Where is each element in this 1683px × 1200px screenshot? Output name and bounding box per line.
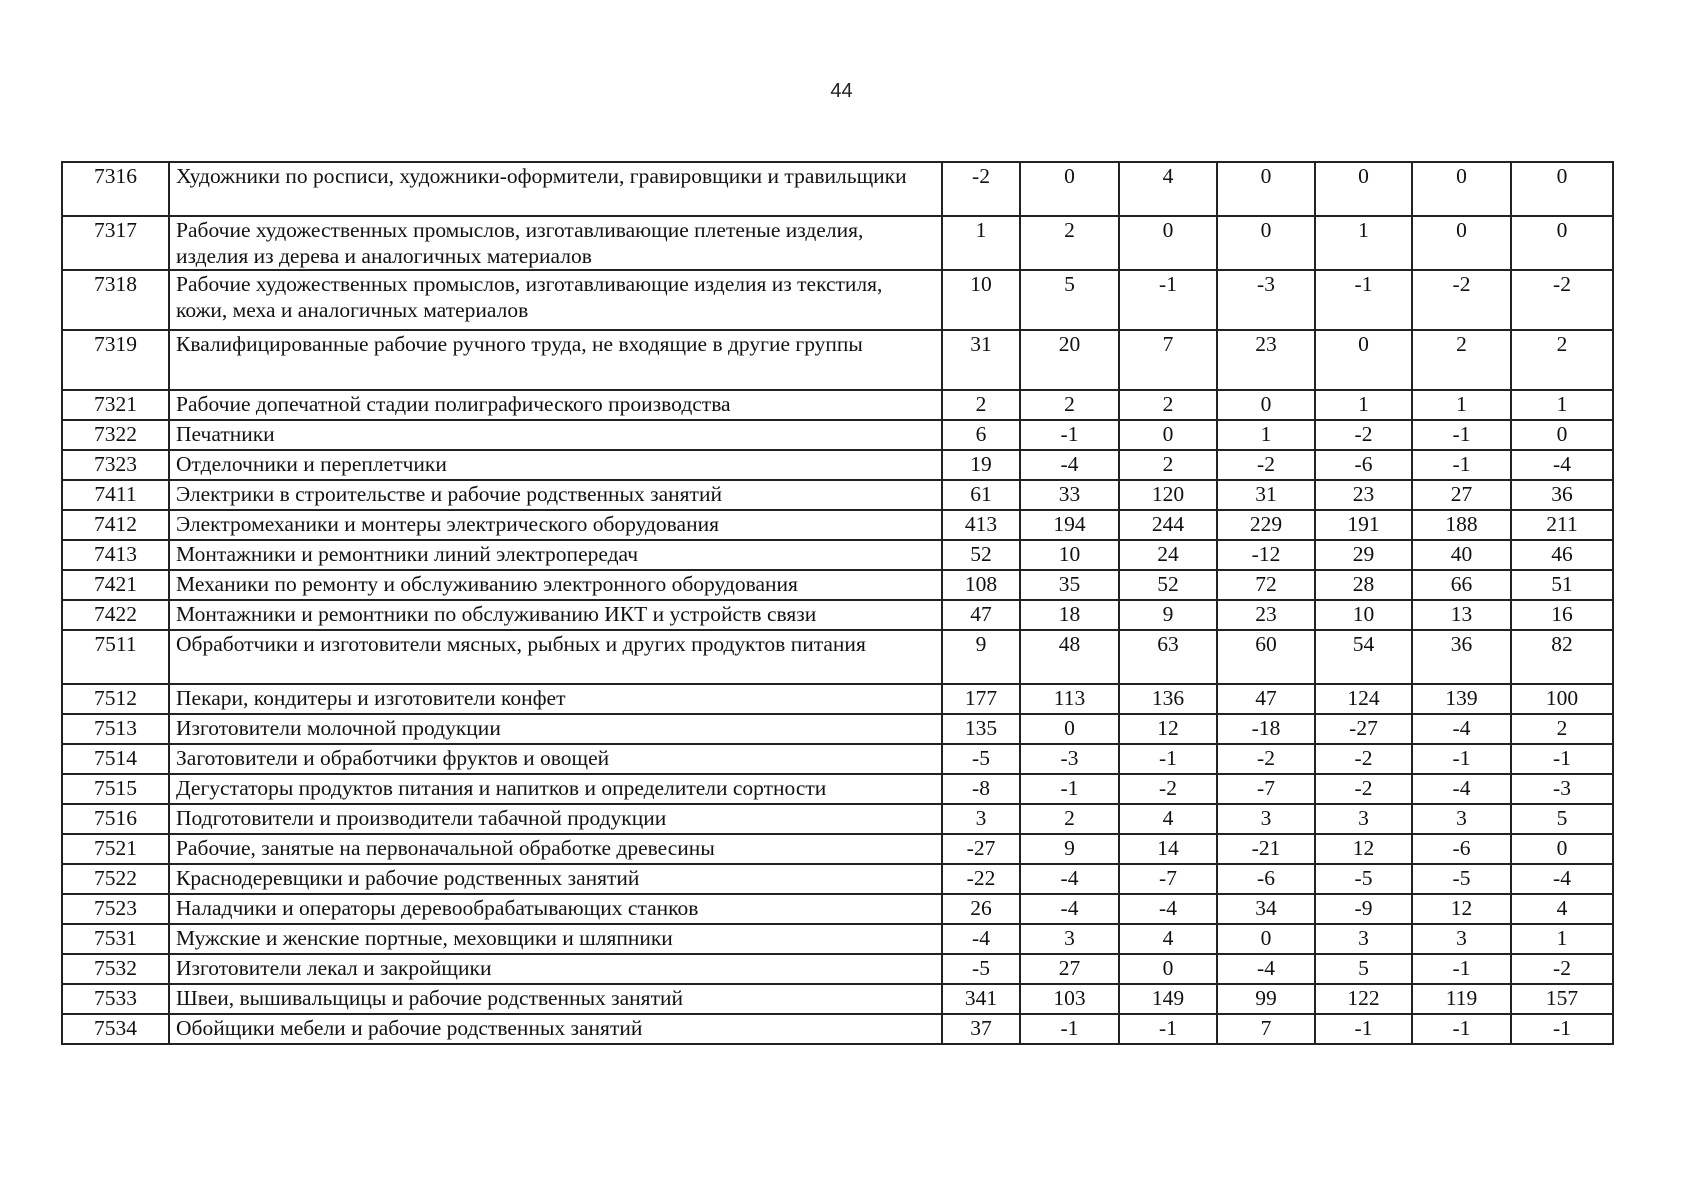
value-cell: 1 (1511, 924, 1613, 954)
value-cell: -3 (1511, 774, 1613, 804)
value-cell: 157 (1511, 984, 1613, 1014)
value-cell: 47 (942, 600, 1020, 630)
value-cell: 0 (1020, 714, 1119, 744)
value-cell: -8 (942, 774, 1020, 804)
value-cell: -1 (1020, 774, 1119, 804)
value-cell: 1 (942, 216, 1020, 270)
value-cell: -6 (1412, 834, 1511, 864)
value-cell: -5 (942, 954, 1020, 984)
table-row (62, 714, 1613, 744)
value-cell: 194 (1020, 510, 1119, 540)
value-cell: -1 (1020, 1014, 1119, 1044)
value-cell: -21 (1217, 834, 1315, 864)
value-cell: 12 (1119, 714, 1217, 744)
occupation-code: 7514 (62, 744, 169, 774)
value-cell: 0 (1020, 162, 1119, 216)
value-cell: 20 (1020, 330, 1119, 390)
value-cell: 2 (1511, 714, 1613, 744)
occupation-name: Подготовители и производители табачной продукции (169, 804, 942, 834)
value-cell: 0 (1412, 162, 1511, 216)
value-cell: 7 (1217, 1014, 1315, 1044)
value-cell: 136 (1119, 684, 1217, 714)
table-row (62, 216, 1613, 270)
value-cell: 46 (1511, 540, 1613, 570)
value-cell: 1 (1217, 420, 1315, 450)
value-cell: -4 (1511, 450, 1613, 480)
table-row (62, 804, 1613, 834)
value-cell: 188 (1412, 510, 1511, 540)
table-row (62, 954, 1613, 984)
value-cell: 51 (1511, 570, 1613, 600)
value-cell: 211 (1511, 510, 1613, 540)
value-cell: 61 (942, 480, 1020, 510)
occupation-name: Заготовители и обработчики фруктов и овощей (169, 744, 942, 774)
occupation-name: Дегустаторы продуктов питания и напитков и определители сортности (169, 774, 942, 804)
value-cell: 16 (1511, 600, 1613, 630)
occupation-name: Изготовители лекал и закройщики (169, 954, 942, 984)
value-cell: 191 (1315, 510, 1412, 540)
occupation-code: 7513 (62, 714, 169, 744)
value-cell: 1 (1315, 390, 1412, 420)
value-cell: 149 (1119, 984, 1217, 1014)
value-cell: 52 (1119, 570, 1217, 600)
value-cell: 120 (1119, 480, 1217, 510)
occupation-table (61, 161, 1614, 1045)
value-cell: 0 (1511, 420, 1613, 450)
value-cell: 113 (1020, 684, 1119, 714)
value-cell: 33 (1020, 480, 1119, 510)
occupation-name: Механики по ремонту и обслуживанию электронного оборудования (169, 570, 942, 600)
value-cell: 27 (1020, 954, 1119, 984)
occupation-code: 7532 (62, 954, 169, 984)
occupation-name: Пекари, кондитеры и изготовители конфет (169, 684, 942, 714)
occupation-code: 7323 (62, 450, 169, 480)
value-cell: -2 (1315, 774, 1412, 804)
value-cell: 1 (1315, 216, 1412, 270)
value-cell: 40 (1412, 540, 1511, 570)
occupation-name: Обработчики и изготовители мясных, рыбных и других продуктов питания (169, 630, 942, 684)
page-number: 44 (830, 80, 853, 102)
value-cell: 0 (1217, 162, 1315, 216)
value-cell: -27 (942, 834, 1020, 864)
value-cell: -2 (1315, 420, 1412, 450)
value-cell: 7 (1119, 330, 1217, 390)
value-cell: -1 (1119, 744, 1217, 774)
value-cell: 31 (942, 330, 1020, 390)
value-cell: -1 (1511, 1014, 1613, 1044)
value-cell: 23 (1217, 330, 1315, 390)
value-cell: 3 (1020, 924, 1119, 954)
value-cell: 2 (1119, 390, 1217, 420)
value-cell: 139 (1412, 684, 1511, 714)
value-cell: 0 (1119, 420, 1217, 450)
value-cell: 29 (1315, 540, 1412, 570)
occupation-code: 7511 (62, 630, 169, 684)
value-cell: 23 (1315, 480, 1412, 510)
value-cell: 9 (942, 630, 1020, 684)
table-row (62, 894, 1613, 924)
occupation-name: Художники по росписи, художники-оформители, гравировщики и травильщики (169, 162, 942, 216)
occupation-code: 7316 (62, 162, 169, 216)
occupation-code: 7521 (62, 834, 169, 864)
value-cell: -22 (942, 864, 1020, 894)
value-cell: -4 (1412, 774, 1511, 804)
value-cell: 23 (1217, 600, 1315, 630)
value-cell: 35 (1020, 570, 1119, 600)
occupation-code: 7533 (62, 984, 169, 1014)
value-cell: 413 (942, 510, 1020, 540)
value-cell: 12 (1412, 894, 1511, 924)
value-cell: 27 (1412, 480, 1511, 510)
value-cell: 341 (942, 984, 1020, 1014)
value-cell: -1 (1119, 1014, 1217, 1044)
occupation-name: Рабочие, занятые на первоначальной обработке древесины (169, 834, 942, 864)
table-row (62, 984, 1613, 1014)
value-cell: 12 (1315, 834, 1412, 864)
value-cell: 0 (1511, 834, 1613, 864)
occupation-code: 7534 (62, 1014, 169, 1044)
occupation-code: 7317 (62, 216, 169, 270)
value-cell: -2 (1511, 954, 1613, 984)
value-cell: 4 (1119, 804, 1217, 834)
value-cell: 13 (1412, 600, 1511, 630)
value-cell: -4 (1412, 714, 1511, 744)
value-cell: -2 (1511, 270, 1613, 330)
value-cell: -7 (1217, 774, 1315, 804)
value-cell: 0 (1315, 162, 1412, 216)
table-row (62, 684, 1613, 714)
value-cell: 3 (1217, 804, 1315, 834)
occupation-code: 7421 (62, 570, 169, 600)
value-cell: 122 (1315, 984, 1412, 1014)
value-cell: 14 (1119, 834, 1217, 864)
value-cell: -1 (1511, 744, 1613, 774)
value-cell: 52 (942, 540, 1020, 570)
occupation-name: Электромеханики и монтеры электрического оборудования (169, 510, 942, 540)
value-cell: 2 (1020, 804, 1119, 834)
occupation-code: 7413 (62, 540, 169, 570)
occupation-name: Наладчики и операторы деревообрабатывающих станков (169, 894, 942, 924)
value-cell: -18 (1217, 714, 1315, 744)
table-row (62, 540, 1613, 570)
value-cell: -1 (1020, 420, 1119, 450)
table-row (62, 420, 1613, 450)
value-cell: 3 (1412, 804, 1511, 834)
value-cell: 48 (1020, 630, 1119, 684)
value-cell: -2 (1119, 774, 1217, 804)
value-cell: 5 (1020, 270, 1119, 330)
value-cell: 9 (1119, 600, 1217, 630)
value-cell: 3 (1315, 804, 1412, 834)
value-cell: 0 (1511, 216, 1613, 270)
value-cell: 60 (1217, 630, 1315, 684)
value-cell: -1 (1119, 270, 1217, 330)
occupation-code: 7523 (62, 894, 169, 924)
value-cell: 10 (1020, 540, 1119, 570)
table-row (62, 774, 1613, 804)
table-row (62, 570, 1613, 600)
occupation-name: Квалифицированные рабочие ручного труда, не входящие в другие группы (169, 330, 942, 390)
occupation-name: Изготовители молочной продукции (169, 714, 942, 744)
value-cell: -4 (1020, 894, 1119, 924)
value-cell: 37 (942, 1014, 1020, 1044)
value-cell: -2 (942, 162, 1020, 216)
value-cell: 124 (1315, 684, 1412, 714)
value-cell: 24 (1119, 540, 1217, 570)
occupation-name: Монтажники и ремонтники линий электропередач (169, 540, 942, 570)
occupation-name: Рабочие художественных промыслов, изготавливающие плетеные изделия, изделия из дерева и аналогичных материалов (169, 216, 942, 270)
occupation-name: Рабочие допечатной стадии полиграфического производства (169, 390, 942, 420)
value-cell: 103 (1020, 984, 1119, 1014)
value-cell: -12 (1217, 540, 1315, 570)
value-cell: -4 (1511, 864, 1613, 894)
occupation-name: Швеи, вышивальщицы и рабочие родственных занятий (169, 984, 942, 1014)
value-cell: 2 (1020, 216, 1119, 270)
value-cell: -4 (1020, 864, 1119, 894)
occupation-name: Обойщики мебели и рабочие родственных занятий (169, 1014, 942, 1044)
occupation-name: Мужские и женские портные, меховщики и шляпники (169, 924, 942, 954)
value-cell: -5 (1315, 864, 1412, 894)
value-cell: -3 (1020, 744, 1119, 774)
occupation-code: 7411 (62, 480, 169, 510)
value-cell: 6 (942, 420, 1020, 450)
value-cell: -7 (1119, 864, 1217, 894)
value-cell: 0 (1511, 162, 1613, 216)
value-cell: -1 (1412, 420, 1511, 450)
value-cell: 31 (1217, 480, 1315, 510)
value-cell: 1 (1412, 390, 1511, 420)
table-row (62, 630, 1613, 684)
table-row (62, 834, 1613, 864)
occupation-code: 7515 (62, 774, 169, 804)
table-row (62, 480, 1613, 510)
occupation-code: 7321 (62, 390, 169, 420)
occupation-code: 7422 (62, 600, 169, 630)
occupation-code: 7516 (62, 804, 169, 834)
value-cell: 0 (1119, 216, 1217, 270)
value-cell: 177 (942, 684, 1020, 714)
value-cell: 0 (1217, 924, 1315, 954)
value-cell: 5 (1315, 954, 1412, 984)
occupation-name: Краснодеревщики и рабочие родственных занятий (169, 864, 942, 894)
value-cell: -4 (1020, 450, 1119, 480)
value-cell: 1 (1511, 390, 1613, 420)
value-cell: 26 (942, 894, 1020, 924)
value-cell: -1 (1412, 1014, 1511, 1044)
occupation-name: Рабочие художественных промыслов, изготавливающие изделия из текстиля, кожи, меха и аналогичных материалов (169, 270, 942, 330)
value-cell: 119 (1412, 984, 1511, 1014)
occupation-code: 7319 (62, 330, 169, 390)
occupation-code: 7531 (62, 924, 169, 954)
value-cell: 19 (942, 450, 1020, 480)
value-cell: 82 (1511, 630, 1613, 684)
table-row (62, 162, 1613, 216)
value-cell: 3 (942, 804, 1020, 834)
table-body (62, 162, 1613, 1044)
table-row (62, 864, 1613, 894)
value-cell: 63 (1119, 630, 1217, 684)
value-cell: 2 (1119, 450, 1217, 480)
occupation-name: Электрики в строительстве и рабочие родственных занятий (169, 480, 942, 510)
value-cell: 18 (1020, 600, 1119, 630)
value-cell: 4 (1511, 894, 1613, 924)
value-cell: 28 (1315, 570, 1412, 600)
value-cell: 2 (1412, 330, 1511, 390)
value-cell: 54 (1315, 630, 1412, 684)
value-cell: -1 (1412, 954, 1511, 984)
value-cell: -9 (1315, 894, 1412, 924)
value-cell: -4 (1119, 894, 1217, 924)
value-cell: 72 (1217, 570, 1315, 600)
value-cell: 36 (1412, 630, 1511, 684)
value-cell: -4 (942, 924, 1020, 954)
value-cell: -1 (1412, 744, 1511, 774)
value-cell: 66 (1412, 570, 1511, 600)
value-cell: -2 (1315, 744, 1412, 774)
value-cell: -3 (1217, 270, 1315, 330)
value-cell: 2 (942, 390, 1020, 420)
value-cell: -6 (1217, 864, 1315, 894)
table-row (62, 744, 1613, 774)
value-cell: 0 (1315, 330, 1412, 390)
table-row (62, 330, 1613, 390)
value-cell: -2 (1217, 744, 1315, 774)
value-cell: -1 (1412, 450, 1511, 480)
value-cell: 5 (1511, 804, 1613, 834)
table-row (62, 600, 1613, 630)
occupation-name: Монтажники и ремонтники по обслуживанию ИКТ и устройств связи (169, 600, 942, 630)
table-row (62, 450, 1613, 480)
occupation-code: 7512 (62, 684, 169, 714)
value-cell: 100 (1511, 684, 1613, 714)
value-cell: 4 (1119, 162, 1217, 216)
value-cell: 10 (942, 270, 1020, 330)
value-cell: 10 (1315, 600, 1412, 630)
value-cell: -2 (1217, 450, 1315, 480)
value-cell: 3 (1412, 924, 1511, 954)
value-cell: 0 (1412, 216, 1511, 270)
table-row (62, 270, 1613, 330)
occupation-code: 7318 (62, 270, 169, 330)
value-cell: 229 (1217, 510, 1315, 540)
value-cell: -27 (1315, 714, 1412, 744)
table-row (62, 924, 1613, 954)
value-cell: -1 (1315, 1014, 1412, 1044)
value-cell: 2 (1020, 390, 1119, 420)
value-cell: 36 (1511, 480, 1613, 510)
table-row (62, 510, 1613, 540)
value-cell: 135 (942, 714, 1020, 744)
value-cell: -6 (1315, 450, 1412, 480)
table-row (62, 1014, 1613, 1044)
value-cell: 2 (1511, 330, 1613, 390)
value-cell: -5 (942, 744, 1020, 774)
value-cell: 34 (1217, 894, 1315, 924)
occupation-code: 7412 (62, 510, 169, 540)
value-cell: 9 (1020, 834, 1119, 864)
table-row (62, 390, 1613, 420)
value-cell: 47 (1217, 684, 1315, 714)
value-cell: -1 (1315, 270, 1412, 330)
value-cell: 3 (1315, 924, 1412, 954)
value-cell: 4 (1119, 924, 1217, 954)
value-cell: 0 (1119, 954, 1217, 984)
value-cell: 0 (1217, 216, 1315, 270)
occupation-name: Отделочники и переплетчики (169, 450, 942, 480)
occupation-code: 7522 (62, 864, 169, 894)
occupation-name: Печатники (169, 420, 942, 450)
value-cell: -2 (1412, 270, 1511, 330)
occupation-code: 7322 (62, 420, 169, 450)
value-cell: 99 (1217, 984, 1315, 1014)
value-cell: 244 (1119, 510, 1217, 540)
value-cell: -4 (1217, 954, 1315, 984)
value-cell: 108 (942, 570, 1020, 600)
value-cell: 0 (1217, 390, 1315, 420)
value-cell: -5 (1412, 864, 1511, 894)
